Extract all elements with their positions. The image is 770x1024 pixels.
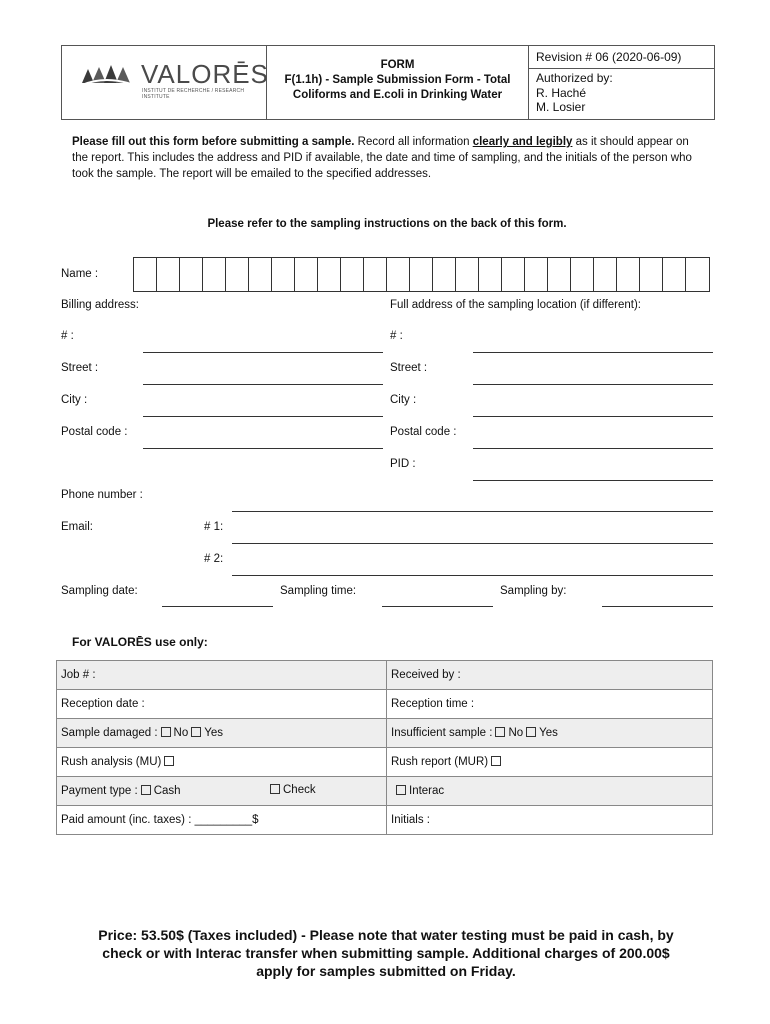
reception-time-cell: Reception time : <box>387 690 713 719</box>
valores-use-table <box>56 660 713 835</box>
sampling-by-label: Sampling by: <box>500 585 567 597</box>
name-box[interactable] <box>456 258 479 291</box>
cash-checkbox[interactable] <box>141 785 151 795</box>
name-box[interactable] <box>571 258 594 291</box>
interac-label: Interac <box>409 785 445 797</box>
table-row <box>57 777 713 806</box>
site-postal-field[interactable] <box>473 448 713 449</box>
email-1-field[interactable] <box>232 543 713 544</box>
name-box[interactable] <box>134 258 157 291</box>
site-number-field[interactable] <box>473 352 713 353</box>
insufficient-label: Insufficient sample : <box>391 727 493 739</box>
form-title-line-1: F(1.1h) - Sample Submission Form - Total <box>284 74 511 86</box>
phone-field[interactable] <box>232 511 713 512</box>
check-checkbox[interactable] <box>270 784 280 794</box>
revision-number: Revision # 06 (2020-06-09) <box>529 46 714 69</box>
rush-report-checkbox[interactable] <box>491 756 501 766</box>
payment-type-cell <box>57 777 387 806</box>
check-label: Check <box>283 784 316 796</box>
name-box[interactable] <box>295 258 318 291</box>
insufficient-yes-label: Yes <box>539 727 558 739</box>
form-title-line-2: Coliforms and E.coli in Drinking Water <box>292 89 503 101</box>
name-box[interactable] <box>594 258 617 291</box>
email-1-label: # 1: <box>204 521 224 533</box>
name-box[interactable] <box>180 258 203 291</box>
revision-cell <box>529 46 714 119</box>
rush-report-cell <box>387 748 713 777</box>
insufficient-no-checkbox[interactable] <box>495 727 505 737</box>
sampling-date-field[interactable] <box>162 606 273 607</box>
name-box[interactable] <box>341 258 364 291</box>
table-row <box>57 748 713 777</box>
sample-damaged-label: Sample damaged : <box>61 727 158 739</box>
name-box[interactable] <box>203 258 226 291</box>
insufficient-no-label: No <box>508 727 524 739</box>
name-box[interactable] <box>226 258 249 291</box>
price-line-1: Price: 53.50$ (Taxes included) - Please note that water testing must be paid in cash, by <box>98 927 674 943</box>
name-box[interactable] <box>249 258 272 291</box>
name-box[interactable] <box>548 258 571 291</box>
interac-checkbox[interactable] <box>396 785 406 795</box>
name-box[interactable] <box>686 258 709 291</box>
form-label: FORM <box>380 59 415 71</box>
insufficient-yes-checkbox[interactable] <box>526 727 536 737</box>
billing-postal-field[interactable] <box>143 448 383 449</box>
billing-postal-label: Postal code : <box>61 426 128 438</box>
logo-cell <box>62 46 267 119</box>
rush-analysis-checkbox[interactable] <box>164 756 174 766</box>
form-title-cell <box>267 46 529 119</box>
name-box[interactable] <box>318 258 341 291</box>
name-box[interactable] <box>364 258 387 291</box>
damaged-yes-checkbox[interactable] <box>191 727 201 737</box>
name-box[interactable] <box>502 258 525 291</box>
price-line-2: check or with Interac transfer when submitting sample. Additional charges of 200.00$ <box>102 945 670 961</box>
sampling-by-field[interactable] <box>602 606 713 607</box>
sampling-date-label: Sampling date: <box>61 585 138 597</box>
author-1: R. Haché <box>536 85 587 100</box>
name-box[interactable] <box>663 258 686 291</box>
damaged-yes-label: Yes <box>204 727 224 739</box>
sampling-time-field[interactable] <box>382 606 493 607</box>
email-label: Email: <box>61 521 93 533</box>
price-note <box>60 926 712 980</box>
intro-paragraph <box>72 134 702 182</box>
pid-field[interactable] <box>473 480 713 481</box>
billing-street-label: Street : <box>61 362 99 374</box>
table-row <box>57 806 713 835</box>
billing-number-field[interactable] <box>143 352 383 353</box>
pid-label: PID : <box>390 458 416 470</box>
intro-text-a: Record all information <box>354 136 473 148</box>
table-row <box>57 719 713 748</box>
valores-use-title: For VALORĒS use only: <box>72 635 208 649</box>
name-box[interactable] <box>387 258 410 291</box>
billing-number-label: # : <box>61 330 74 342</box>
payment-type-label: Payment type : <box>61 785 138 797</box>
damaged-no-label: No <box>173 727 189 739</box>
billing-address-label: Billing address: <box>61 299 139 311</box>
logo-subtitle: INSTITUT DE RECHERCHE / RESEARCH INSTITUTE <box>142 88 245 100</box>
email-2-label: # 2: <box>204 553 224 565</box>
received-by-cell: Received by : <box>387 661 713 690</box>
rush-report-label: Rush report (MUR) <box>391 756 489 768</box>
site-city-label: City : <box>390 394 417 406</box>
logo-text: VALORĒS <box>141 59 269 89</box>
billing-street-field[interactable] <box>143 384 383 385</box>
name-box[interactable] <box>479 258 502 291</box>
refer-instructions: Please refer to the sampling instructions on the back of this form. <box>207 218 567 230</box>
name-box[interactable] <box>617 258 640 291</box>
sample-damaged-cell <box>57 719 387 748</box>
billing-city-field[interactable] <box>143 416 383 417</box>
initials-cell: Initials : <box>387 806 713 835</box>
site-street-label: Street : <box>390 362 428 374</box>
table-row <box>57 690 713 719</box>
interac-cell <box>387 777 713 806</box>
cash-label: Cash <box>153 785 181 797</box>
form-header <box>61 45 715 120</box>
name-boxes[interactable] <box>133 257 710 292</box>
name-box[interactable] <box>272 258 295 291</box>
rush-analysis-label: Rush analysis (MU) <box>61 756 162 768</box>
name-box[interactable] <box>640 258 663 291</box>
name-box[interactable] <box>525 258 548 291</box>
phone-label: Phone number : <box>61 489 143 501</box>
name-box[interactable] <box>410 258 433 291</box>
author-2: M. Losier <box>536 100 586 114</box>
reception-date-cell: Reception date : <box>57 690 387 719</box>
billing-city-label: City : <box>61 394 88 406</box>
site-street-field[interactable] <box>473 384 713 385</box>
site-number-label: # : <box>390 330 403 342</box>
name-box[interactable] <box>433 258 456 291</box>
table-row <box>57 661 713 690</box>
insufficient-sample-cell <box>387 719 713 748</box>
job-number-cell: Job # : <box>57 661 387 690</box>
site-postal-label: Postal code : <box>390 426 457 438</box>
damaged-no-checkbox[interactable] <box>161 727 171 737</box>
intro-text-b: as it should appear on the report. This includes the address and PID if available, the date and time of sampling, and the initials of the person who took the sample. The report will be emailed to the specified addresses. <box>72 136 692 180</box>
valores-logo-icon <box>80 63 138 89</box>
name-box[interactable] <box>157 258 180 291</box>
full-address-label: Full address of the sampling location (if different): <box>390 299 641 311</box>
name-label: Name : <box>61 268 99 280</box>
site-city-field[interactable] <box>473 416 713 417</box>
email-2-field[interactable] <box>232 575 713 576</box>
intro-emphasis: clearly and legibly <box>472 136 573 148</box>
price-line-3: apply for samples submitted on Friday. <box>256 963 516 979</box>
paid-amount-cell: Paid amount (inc. taxes) : _________$ <box>57 806 387 835</box>
rush-analysis-cell <box>57 748 387 777</box>
intro-bold-lead: Please fill out this form before submitting a sample. <box>72 136 355 148</box>
authorized-by-label: Authorized by: <box>536 71 613 85</box>
sampling-time-label: Sampling time: <box>280 585 357 597</box>
